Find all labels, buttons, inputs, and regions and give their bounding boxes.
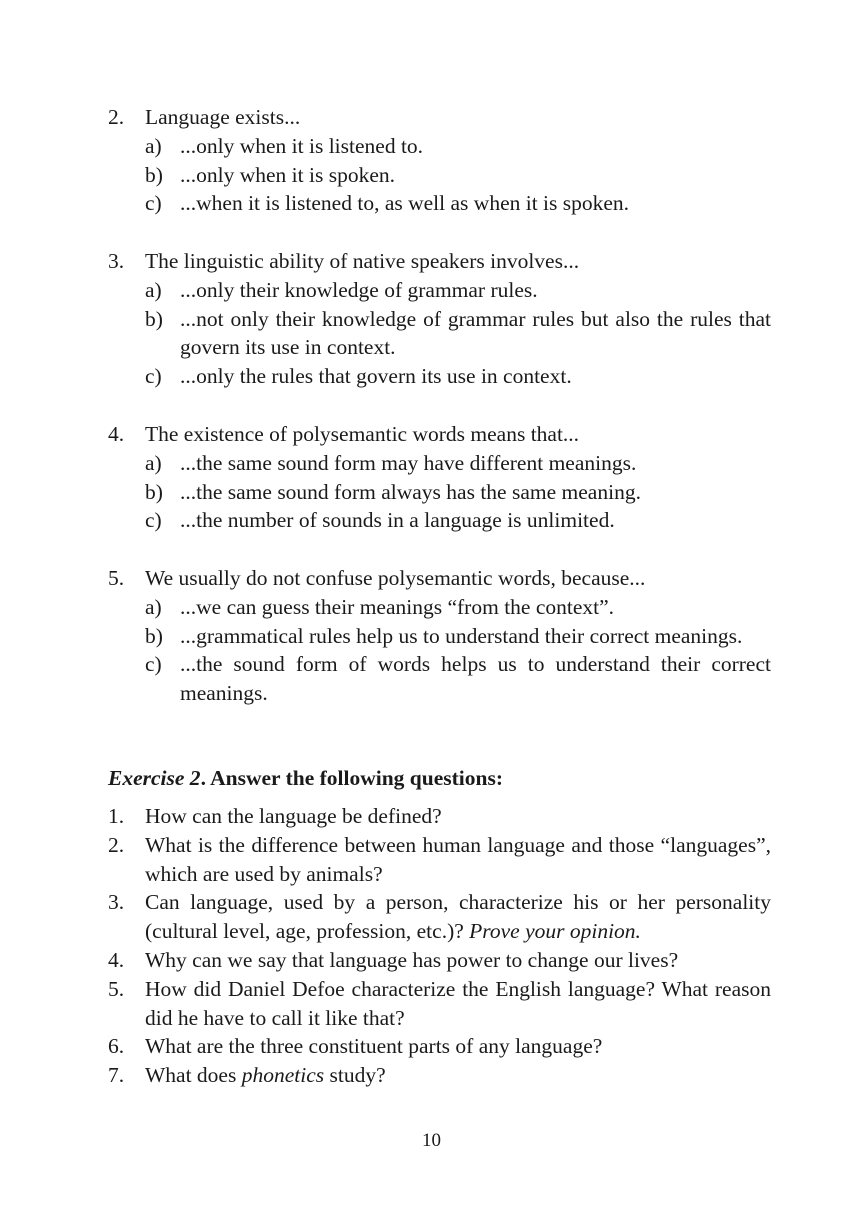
list-item [108,946,771,975]
question-number: 3. [108,249,125,273]
question-stem: The linguistic ability of native speakers involves... [145,249,580,273]
item-number: 4. [108,947,125,972]
page-number: 10 [422,1130,441,1151]
question-stem: The existence of polysemantic words means that... [145,422,580,446]
option-letter: c) [145,508,162,533]
question-5 [108,564,771,708]
option-letter: c) [145,364,162,389]
item-number: 2. [108,832,125,857]
question-stem: We usually do not confuse polysemantic words, because... [145,566,646,590]
list-item [108,975,771,1033]
option-letter: a) [145,450,162,475]
option-text: ...the sound form of words helps us to understand their correct meanings. [180,652,771,706]
list-item [108,831,771,889]
list-item [108,802,771,831]
item-text-container [145,1061,771,1090]
question-number: 4. [108,422,125,446]
list-item [108,1061,771,1090]
exercise-label: Exercise 2 [108,766,201,790]
question-stem: Language exists... [145,105,301,129]
item-text-before: What does [145,1063,242,1088]
option-letter: c) [145,191,162,216]
list-item [108,888,771,946]
item-text: What are the three constituent parts of any language? [145,1034,603,1059]
item-italic-term: phonetics [241,1063,325,1088]
option-text: ...only their knowledge of grammar rules. [180,277,538,302]
item-text-after: study? [324,1063,386,1088]
option-text: ...when it is listened to, as well as when it is spoken. [180,191,630,216]
option-text: ...the same sound form always has the same meaning. [180,479,641,504]
option-text: ...the number of sounds in a language is unlimited. [180,508,615,533]
exercise-heading [108,764,771,793]
question-2 [108,103,771,218]
exercise-2-question-list [108,802,771,1090]
question-number: 5. [108,566,125,590]
item-text: Can language, used by a person, characterize his or her personality (cultural level, age, profession, etc.)? [145,890,771,944]
item-number: 5. [108,976,125,1001]
option-text: ...not only their knowledge of grammar rules but also the rules that govern its use in context. [180,306,771,360]
item-number: 6. [108,1034,125,1059]
option-letter: b) [145,479,163,504]
item-number: 7. [108,1063,125,1088]
item-number: 3. [108,890,125,915]
item-text: Why can we say that language has power to change our lives? [145,947,679,972]
option-letter: b) [145,306,163,331]
option-text: ...we can guess their meanings “from the context”. [180,594,615,619]
option-letter: b) [145,623,163,648]
option-letter: b) [145,162,163,187]
option-letter: a) [145,277,162,302]
option-text: ...the same sound form may have different meanings. [180,450,637,475]
exercise-title: . Answer the following questions: [200,766,503,790]
item-text-container [145,888,771,946]
list-item [108,1032,771,1061]
item-number: 1. [108,804,125,828]
item-text: What is the difference between human language and those “languages”, which are used by animals? [145,832,771,886]
option-text: ...only when it is listened to. [180,133,424,158]
item-italic-text: Prove your opinion. [469,919,641,944]
item-text: How can the language be defined? [145,804,442,828]
question-4 [108,420,771,535]
item-text: How did Daniel Defoe characterize the English language? What reason did he have to call it like that? [145,976,771,1030]
option-text: ...only the rules that govern its use in context. [180,364,572,389]
option-letter: a) [145,594,162,619]
question-number: 2. [108,105,125,129]
option-letter: c) [145,652,162,677]
option-text: ...only when it is spoken. [180,162,395,187]
option-letter: a) [145,133,162,158]
question-3 [108,247,771,391]
option-text: ...grammatical rules help us to understand their correct meanings. [180,623,743,648]
